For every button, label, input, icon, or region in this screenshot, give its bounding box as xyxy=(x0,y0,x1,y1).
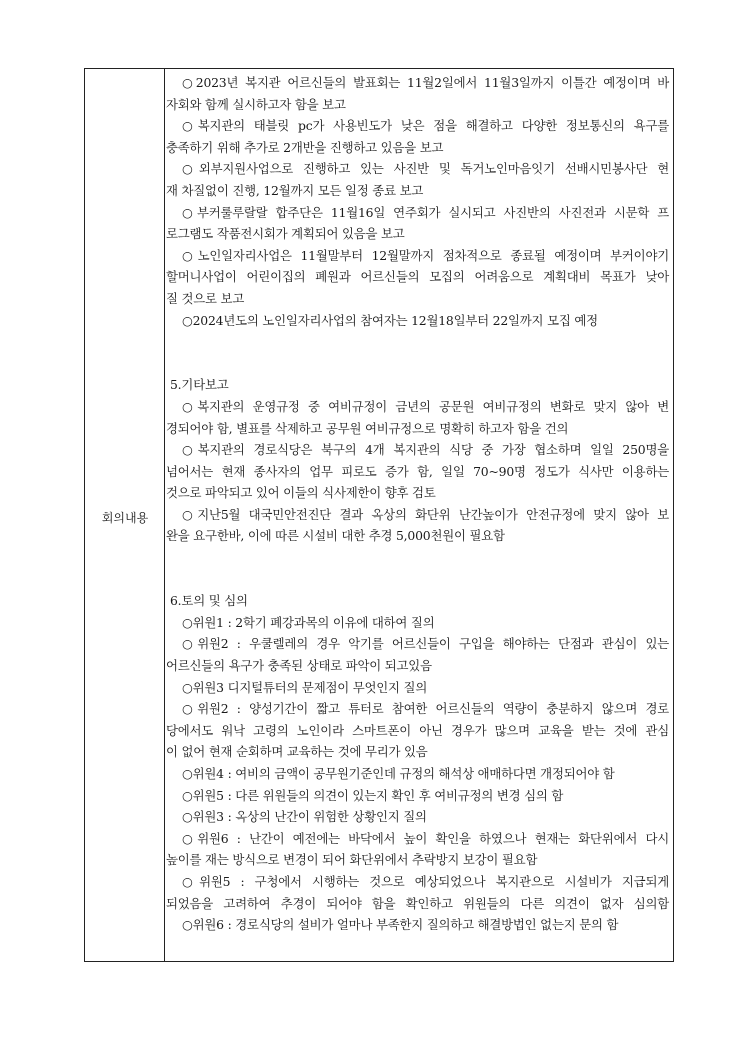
content-line: 되었음을 고려하여 추경이 되어야 함을 확인하고 위원들의 다른 의견이 없자 심의함 xyxy=(166,895,669,911)
content-line: 당에서도 워낙 고령의 노인이라 스마트폰이 아닌 경우가 많으며 교육을 받는 것에 관심 xyxy=(166,722,669,738)
content-line: ○복지관의 경로식당은 북구의 4개 복지관의 식당 중 가장 협소하며 일일 250명을 xyxy=(182,442,669,458)
content-line: 경되어야 함, 별표를 삭제하고 공무원 여비규정으로 명확히 하고자 함을 건의 xyxy=(166,420,569,436)
content-line: ○위원1 : 2학기 폐강과목의 이유에 대하여 질의 xyxy=(182,614,435,630)
content-line: ○위원4 : 여비의 금액이 공무원기준인데 규정의 해석상 애매하다면 개정되어야 함 xyxy=(182,766,615,781)
content-line: 재 차질없이 진행, 12월까지 모든 일정 종료 보고 xyxy=(166,182,424,198)
content-line: ○위원2 : 양성기간이 짧고 튜터로 참여한 어르신들의 역량이 충분하지 않으며 경로 xyxy=(182,701,669,717)
content-line: ○노인일자리사업은 11월말부터 12월말까지 점차적으로 종료될 예정이며 부커이야기 xyxy=(182,247,669,263)
content-line: ○지난5월 대국민안전진단 결과 옥상의 화단위 난간높이가 안전규정에 맞지 않아 보 xyxy=(182,506,669,522)
content-line: ○2024년도의 노인일자리사업의 참여자는 12월18일부터 22일까지 모집 예정 xyxy=(182,312,598,328)
row-header-cell xyxy=(85,69,165,961)
blank-line xyxy=(166,353,669,375)
content-line: 충족하기 위해 추가로 2개반을 진행하고 있음을 보고 xyxy=(166,139,444,155)
meeting-content-cell xyxy=(166,72,669,936)
content-line: 높이를 재는 방식으로 변경이 되어 화단위에서 추락방지 보강이 필요함 xyxy=(166,852,538,868)
content-line: ○부커룰루랄랄 합주단은 11월16일 연주회가 실시되고 사진반의 사진전과 시문학 프 xyxy=(182,204,669,220)
content-line: 질 것으로 보고 xyxy=(166,290,245,306)
row-header-label: 회의내용 xyxy=(101,511,149,525)
content-line: ○위원6 : 난간이 예전에는 바닥에서 높이 확인을 하였으나 현재는 화단위에서 다시 xyxy=(182,830,669,846)
content-line: 로그램도 작품전시회가 계획되어 있음을 보고 xyxy=(166,226,405,242)
content-line: 완을 요구한바, 이에 따른 시설비 대한 추경 5,000천원이 필요함 xyxy=(166,528,505,544)
content-line: ○위원6 : 경로식당의 설비가 얼마나 부족한지 질의하고 해결방법인 없는지 문의 함 xyxy=(182,917,619,933)
content-line: ○위원5 : 다른 위원들의 의견이 있는지 확인 후 여비규정의 변경 심의 함 xyxy=(182,787,564,803)
content-line: 6.토의 및 심의 xyxy=(170,593,248,609)
content-line: 어르신들의 욕구가 충족된 상태로 파악이 되고있음 xyxy=(166,658,432,674)
content-line: 자회와 함께 실시하고자 함을 보고 xyxy=(166,96,346,112)
blank-line xyxy=(166,331,669,353)
blank-line xyxy=(166,547,669,569)
content-line: ○위원3 : 옥상의 난간이 위험한 상황인지 질의 xyxy=(182,809,427,825)
content-line: 넘어서는 현재 종사자의 업무 피로도 증가 함, 일일 70~90명 정도가 식사만 이용하는 xyxy=(166,463,669,479)
content-line: 할머니사업이 어린이집의 폐원과 어르신들의 모집의 어려움으로 계획대비 목표가 낮아 xyxy=(166,269,669,285)
content-line: ○위원3 디지털튜터의 문제점이 무엇인지 질의 xyxy=(182,679,428,695)
content-line: ○복지관의 운영규정 중 여비규정이 금년의 공문원 여비규정의 변화로 맞지 않아 변 xyxy=(182,398,669,414)
content-line: 5.기타보고 xyxy=(170,377,229,393)
content-line: ○위원2 : 우쿨렐레의 경우 악기를 어르신들이 구입을 해야하는 단점과 관심이 있는 xyxy=(182,636,669,652)
content-line: ○외부지원사업으로 진행하고 있는 사진반 및 독거노인마음잇기 선배시민봉사단 현 xyxy=(182,161,669,177)
content-line: 것으로 파악되고 있어 이들의 식사제한이 향후 검토 xyxy=(166,485,436,501)
content-line: ○2023년 복지관 어르신들의 발표회는 11월2일에서 11월3일까지 이틀간 예정이며 바 xyxy=(182,75,669,90)
blank-line xyxy=(166,569,669,591)
minutes-table xyxy=(84,68,674,962)
content-line: ○위원5 : 구청에서 시행하는 것으로 예상되었으나 복지관으로 시설비가 지급되게 xyxy=(182,873,669,889)
content-line: 이 없어 현재 순회하며 교육하는 것에 무리가 있음 xyxy=(166,744,428,760)
content-line: ○복지관의 태블릿 pc가 사용빈도가 낮은 점을 해결하고 다양한 정보통신의 욕구를 xyxy=(182,118,669,134)
